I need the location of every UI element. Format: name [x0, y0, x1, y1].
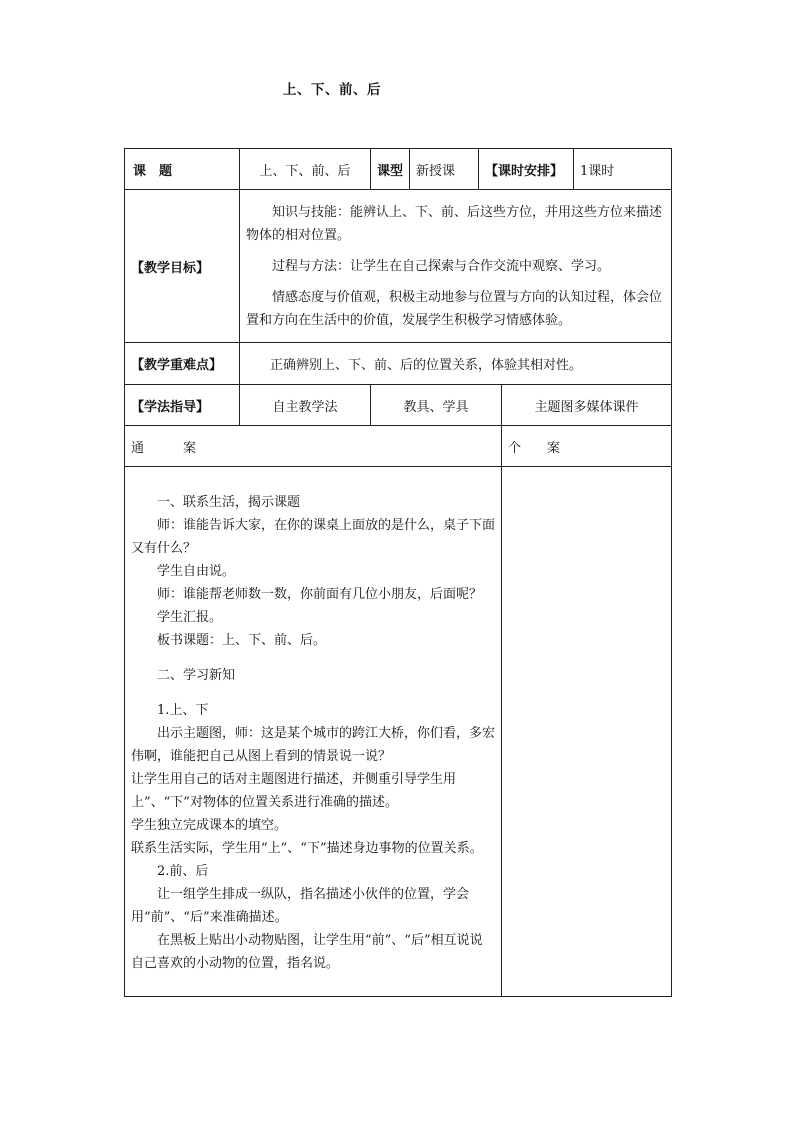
type-value: 新授课: [410, 149, 479, 190]
lesson-plan-table: [124, 148, 672, 997]
goal-knowledge: 知识与技能：能辨认上、下、前、后这些方位，并用这些方位来描述物体的相对位置。: [246, 205, 663, 243]
method-value-1: 自主教学法: [240, 385, 371, 426]
content-paragraph: 联系生活实际，学生用“上”、“下”描述身边事物的位置关系。: [131, 841, 483, 856]
personal-plan-header: 个 案: [502, 426, 672, 467]
content-paragraph: 师：谁能告诉大家，在你的课桌上面放的是什么，桌子下面又有什么？: [131, 518, 496, 556]
keypoints-row: [125, 343, 672, 385]
goal-process: 过程与方法：让学生在自己探索与合作交流中观察、学习。: [272, 259, 611, 274]
content-paragraph: 学生汇报。: [157, 610, 223, 625]
method-row: [125, 385, 672, 426]
keypoints-label: 【教学重难点】: [125, 343, 240, 385]
section-heading-2: 二、学习新知: [157, 668, 236, 683]
subsection-heading-1: 1.上、下: [157, 703, 209, 718]
goals-content: [240, 190, 672, 343]
content-paragraph: 在黑板上贴出小动物贴图，让学生用“前”、“后”相互说说自己喜欢的小动物的位置，指名说。: [131, 933, 483, 971]
page-title: 上、下、前、后: [283, 82, 381, 98]
content-paragraph: 学生独立完成课本的填空。: [131, 818, 288, 833]
content-paragraph: 让一组学生排成一纵队，指名描述小伙伴的位置，学会用“前”、“后”来准确描述。: [131, 887, 470, 925]
content-paragraph: 让学生用自己的话对主题图进行描述，并侧重引导学生用上”、“下”对物体的位置关系进行准确的描述。: [131, 772, 457, 810]
section-heading-1: 一、联系生活，揭示课题: [157, 495, 301, 510]
content-paragraph: 学生自由说。: [157, 564, 236, 579]
subsection-heading-2: 2.前、后: [157, 864, 209, 879]
content-paragraph: 出示主题图，师：这是某个城市的跨江大桥，你们看，多宏伟啊，谁能把自己从图上看到的情景说一说？: [131, 726, 496, 764]
keypoints-value: 正确辨别上、下、前、后的位置关系，体验其相对性。: [240, 343, 672, 385]
content-paragraph: 师：谁能帮老师数一数，你前面有几位小朋友，后面呢？: [157, 587, 483, 602]
course-row: [125, 149, 672, 190]
goals-label: 【教学目标】: [125, 190, 240, 343]
type-label: 课型: [371, 149, 410, 190]
method-value-3: 主题图多媒体课件: [502, 385, 672, 426]
method-label: 【学法指导】: [125, 385, 240, 426]
content-row: [125, 467, 672, 997]
goals-row: [125, 190, 672, 343]
method-value-2: 教具、学具: [371, 385, 502, 426]
columns-header-row: [125, 426, 672, 467]
goal-emotion: 情感态度与价值观，积极主动地参与位置与方向的认知过程，体会位置和方向在生活中的价值，发展学生积极学习情感体验。: [246, 290, 663, 328]
course-label: 课 题: [125, 149, 240, 190]
course-value: 上、下、前、后: [240, 149, 371, 190]
schedule-value: 1课时: [574, 149, 672, 190]
schedule-label: 【课时安排】: [479, 149, 574, 190]
common-plan-header: 通 案: [125, 426, 502, 467]
personal-plan-content: [502, 467, 672, 997]
content-paragraph: 板书课题：上、下、前、后。: [157, 633, 327, 648]
common-plan-content: [125, 467, 502, 997]
